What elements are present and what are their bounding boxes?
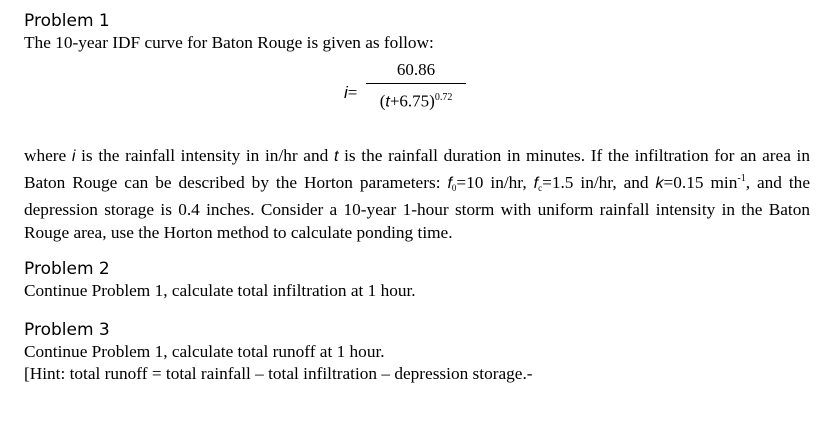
problem-3-section [24, 319, 810, 386]
equation-numerator: 60.86 [396, 59, 436, 79]
sub-c: c [538, 182, 543, 193]
equation-lhs [344, 83, 357, 103]
document [24, 10, 810, 386]
problem-2-section [24, 258, 810, 303]
body-text-3: is the rainfall duration in minutes. If the infiltration for an area in Baton Rouge can be described by the Horton parameters: [24, 145, 810, 192]
var-i: i [71, 147, 76, 165]
var-t: t [333, 147, 339, 165]
var-k: k [655, 174, 664, 192]
equation-var-i: i [344, 82, 348, 102]
problem-1-intro: The 10-year IDF curve for Baton Rouge is given as follow: [24, 33, 434, 52]
problem-1-section [24, 10, 810, 244]
problem-3-hint: [Hint: total runoff = total rainfall – total infiltration – depression storage.- [24, 364, 533, 384]
idf-equation [24, 57, 810, 145]
body-text-6: =0.15 min [663, 172, 738, 192]
den-exponent: 0.72 [434, 91, 453, 103]
var-fc: f [533, 174, 539, 192]
body-text-5: =1.5 in/hr, and [542, 172, 656, 192]
sup-neg-one: -1 [737, 173, 746, 184]
var-f0: f [447, 174, 452, 192]
sub-zero: 0 [451, 182, 457, 193]
problem-2-text: Continue Problem 1, calculate total infiltration at 1 hour. [24, 281, 416, 301]
problem-3-heading: Problem 3 [24, 319, 110, 340]
body-text-2: is the rainfall intensity in in/hr and [75, 145, 334, 165]
body-text-7: , and the depression storage is 0.4 inches. Consider a 10-year 1-hour storm with uniform rainfall intensity in the Baton Rouge area, use the Horton method to calculate ponding time. [24, 172, 810, 242]
equation-equals: = [347, 82, 358, 102]
problem-3-line-1: Continue Problem 1, calculate total runoff at 1 hour. [24, 341, 385, 361]
body-text-4: =10 in/hr, [456, 172, 534, 192]
equation-fraction [366, 59, 466, 110]
den-rest: +6.75) [389, 91, 435, 111]
problem-1-heading: Problem 1 [24, 11, 110, 31]
body-text-1: where [24, 145, 72, 165]
equation-denominator [366, 86, 466, 110]
problem-1-body [24, 145, 810, 245]
fraction-bar [366, 83, 466, 84]
den-var-t: t [385, 93, 390, 111]
den-open-paren: ( [379, 91, 386, 111]
problem-2-heading: Problem 2 [24, 259, 110, 280]
